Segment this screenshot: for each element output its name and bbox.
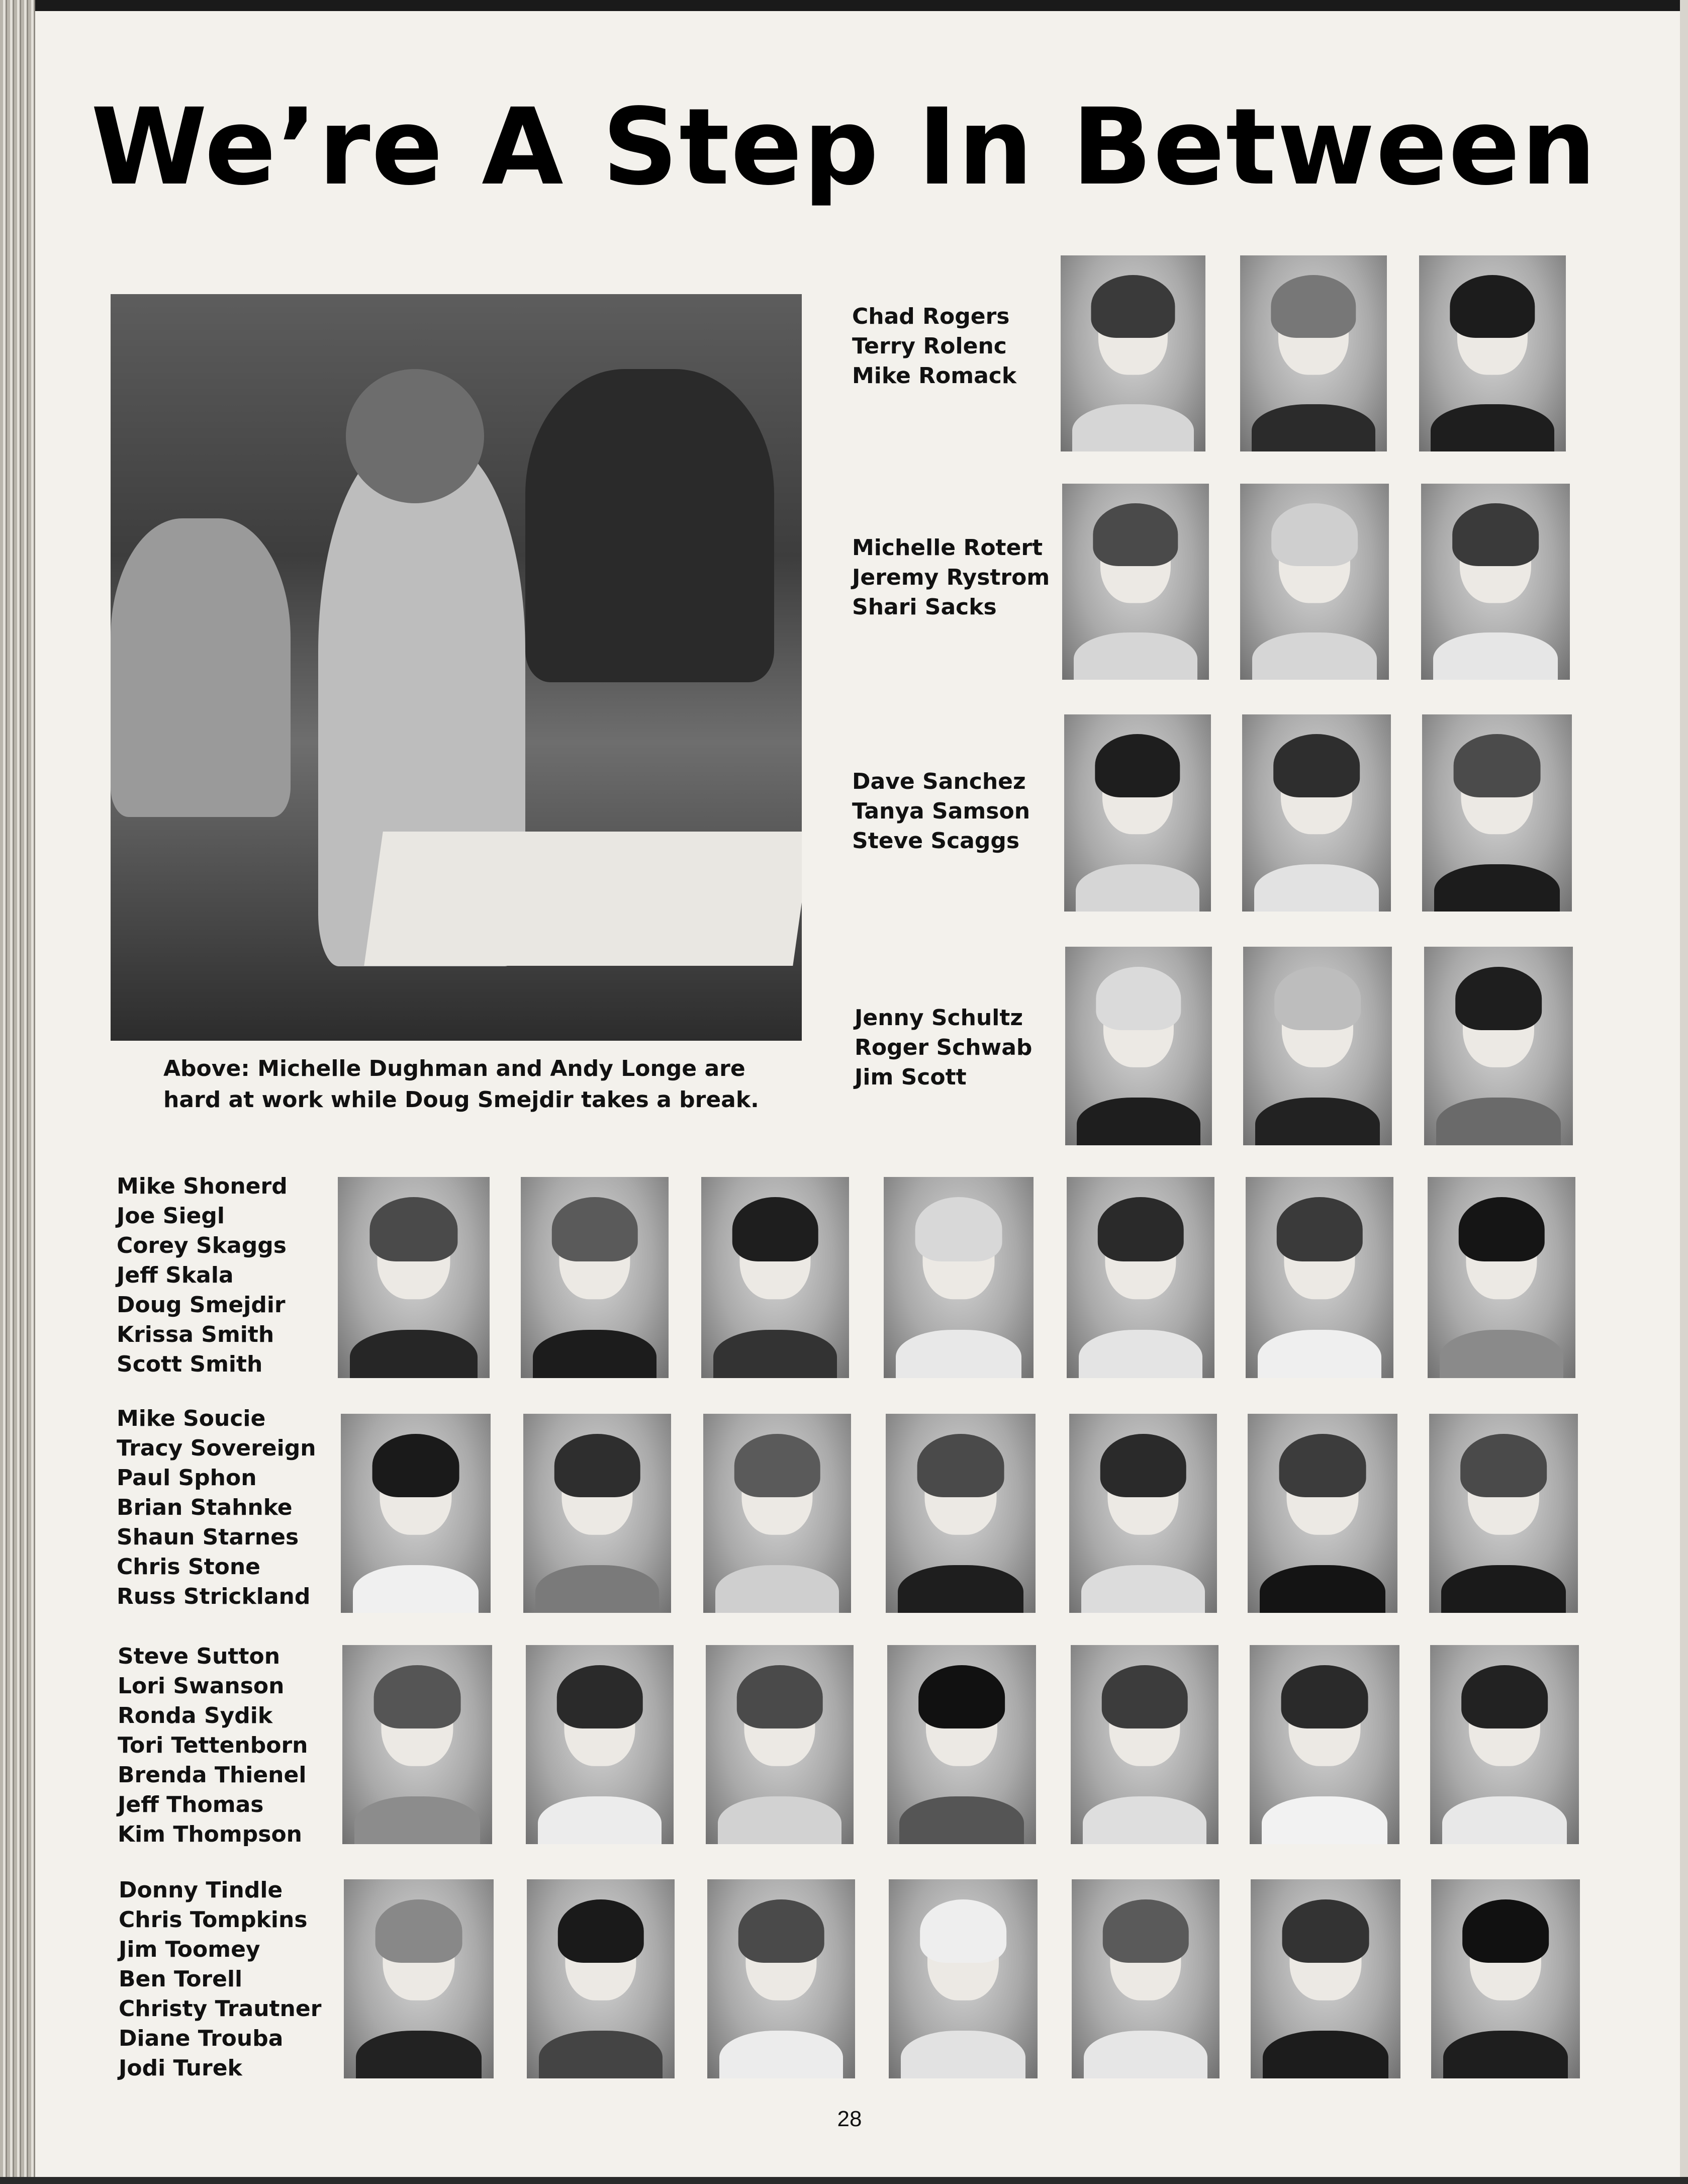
- portrait: [526, 1645, 674, 1844]
- student-name: Brian Stahnke: [117, 1495, 293, 1520]
- feature-photo: [111, 294, 802, 1041]
- student-name: Mike Soucie: [117, 1406, 266, 1431]
- student-name: Chris Tompkins: [119, 1907, 308, 1933]
- student-name: Kim Thompson: [118, 1822, 302, 1847]
- student-name: Steve Scaggs: [852, 828, 1020, 854]
- student-name: Krissa Smith: [117, 1322, 274, 1347]
- page-number: 28: [837, 2107, 862, 2131]
- portrait: [889, 1879, 1038, 2078]
- page-title: We’re A Step In Between: [90, 85, 1598, 209]
- portrait: [1065, 947, 1212, 1145]
- page-top-edge: [0, 0, 1688, 11]
- portrait: [1248, 1414, 1397, 1613]
- name-list: [855, 1003, 1032, 1092]
- portrait: [1251, 1879, 1400, 2078]
- student-name: Shaun Starnes: [117, 1524, 299, 1550]
- student-name: Steve Sutton: [118, 1644, 280, 1669]
- student-name: Chad Rogers: [852, 304, 1010, 329]
- portrait: [1429, 1414, 1578, 1613]
- student-name: Russ Strickland: [117, 1584, 311, 1609]
- name-list: [117, 1171, 288, 1379]
- student-name: Diane Trouba: [119, 2026, 284, 2051]
- book-spine-edge: [0, 0, 35, 2184]
- portrait: [706, 1645, 854, 1844]
- portrait: [1430, 1645, 1579, 1844]
- portrait: [527, 1879, 675, 2078]
- portrait: [1069, 1414, 1217, 1613]
- portrait: [1240, 484, 1389, 680]
- portrait: [1250, 1645, 1399, 1844]
- page-bottom-edge: [0, 2177, 1688, 2184]
- student-name: Christy Trautner: [119, 1996, 322, 2022]
- portrait: [341, 1414, 491, 1613]
- student-name: Doug Smejdir: [117, 1292, 286, 1318]
- student-name: Paul Sphon: [117, 1465, 257, 1491]
- portrait: [1428, 1177, 1575, 1378]
- student-name: Corey Skaggs: [117, 1233, 287, 1258]
- portrait: [701, 1177, 849, 1378]
- student-name: Chris Stone: [117, 1554, 261, 1580]
- portrait: [1067, 1177, 1214, 1378]
- portrait: [1422, 714, 1572, 912]
- portrait: [338, 1177, 490, 1378]
- student-name: Donny Tindle: [119, 1877, 283, 1903]
- student-name: Jeremy Rystrom: [852, 565, 1050, 590]
- portrait: [1072, 1879, 1220, 2078]
- student-name: Scott Smith: [117, 1351, 263, 1377]
- student-name: Michelle Rotert: [852, 535, 1043, 561]
- portrait: [1431, 1879, 1580, 2078]
- portrait: [1071, 1645, 1218, 1844]
- student-name: Mike Romack: [852, 363, 1017, 389]
- portrait: [1421, 484, 1570, 680]
- student-name: Tori Tettenborn: [118, 1733, 308, 1758]
- student-name: Brenda Thienel: [118, 1762, 307, 1788]
- student-name: Jim Toomey: [119, 1937, 260, 1962]
- portrait: [521, 1177, 669, 1378]
- student-name: Roger Schwab: [855, 1035, 1033, 1060]
- student-name: Jeff Skala: [117, 1262, 234, 1288]
- portrait: [1240, 255, 1387, 451]
- portrait: [342, 1645, 492, 1844]
- student-name: Shari Sacks: [852, 594, 997, 620]
- feature-photo-caption: Above: Michelle Dughman and Andy Longe are hard at work while Doug Smejdir takes a break.: [163, 1056, 759, 1113]
- name-list: [118, 1642, 308, 1849]
- portrait: [1424, 947, 1573, 1145]
- name-list: [117, 1404, 316, 1611]
- student-name: Tanya Samson: [852, 798, 1030, 824]
- student-name: Lori Swanson: [118, 1673, 285, 1699]
- page-right-edge: [1680, 0, 1688, 2184]
- portrait: [887, 1645, 1036, 1844]
- portrait: [1064, 714, 1211, 912]
- student-name: Jeff Thomas: [118, 1792, 264, 1817]
- portrait: [1419, 255, 1566, 451]
- student-name: Tracy Sovereign: [117, 1435, 316, 1461]
- student-name: Jim Scott: [855, 1064, 967, 1090]
- portrait: [523, 1414, 671, 1613]
- portrait: [1246, 1177, 1393, 1378]
- name-list: [119, 1875, 321, 2083]
- name-list: [852, 767, 1030, 856]
- student-name: Ben Torell: [119, 1966, 243, 1992]
- name-list: [852, 533, 1050, 622]
- student-name: Terry Rolenc: [852, 333, 1007, 359]
- student-name: Jodi Turek: [119, 2055, 242, 2081]
- name-list: [852, 302, 1016, 391]
- portrait: [703, 1414, 851, 1613]
- portrait: [1242, 714, 1391, 912]
- portrait: [884, 1177, 1034, 1378]
- student-name: Dave Sanchez: [852, 769, 1026, 794]
- student-name: Ronda Sydik: [118, 1703, 273, 1728]
- student-name: Jenny Schultz: [855, 1005, 1023, 1031]
- portrait: [1061, 255, 1205, 451]
- portrait: [344, 1879, 494, 2078]
- portrait: [886, 1414, 1036, 1613]
- student-name: Mike Shonerd: [117, 1173, 288, 1199]
- portrait: [1243, 947, 1392, 1145]
- portrait: [707, 1879, 855, 2078]
- portrait: [1062, 484, 1209, 680]
- student-name: Joe Siegl: [117, 1203, 225, 1229]
